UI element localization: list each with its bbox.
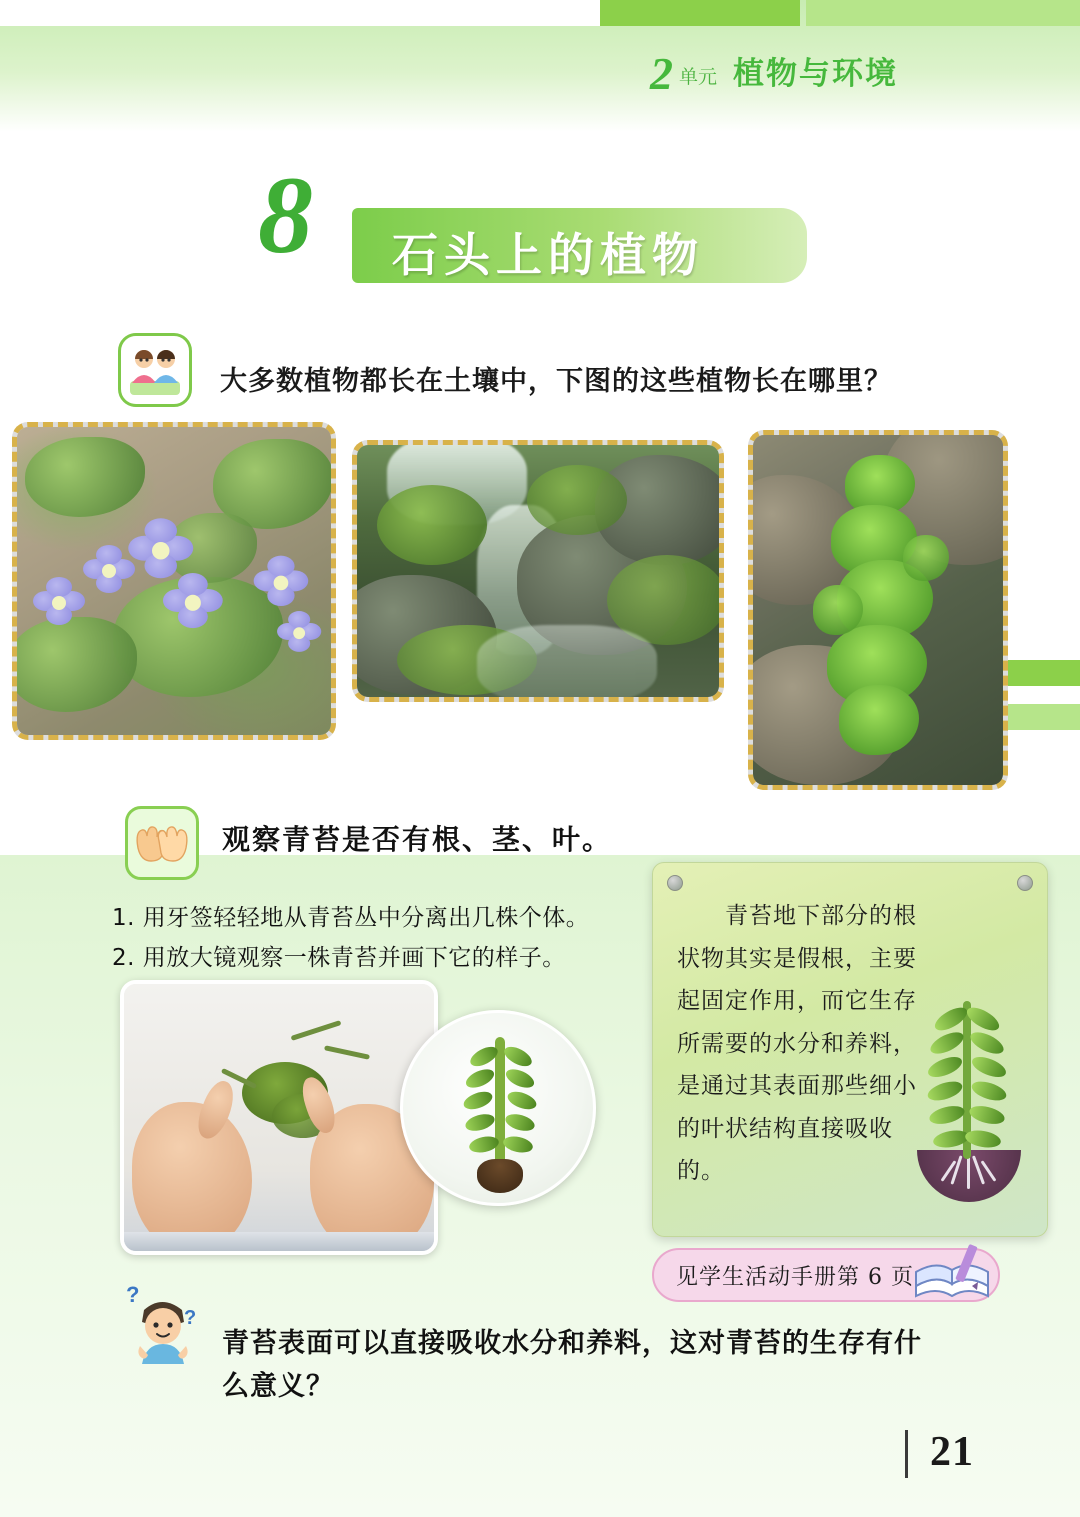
- question-text-2: 青苔表面可以直接吸收水分和养料，这对青苔的生存有什么意义？: [222, 1328, 922, 1403]
- photo-hands-separating-moss: [120, 980, 438, 1255]
- lesson-number: 8: [258, 154, 313, 276]
- photo-mossy-stream-rocks: [352, 440, 724, 702]
- handbook-reference: [652, 1248, 1000, 1302]
- unit-word: 单元: [679, 67, 718, 88]
- page-number: 21: [930, 1429, 974, 1475]
- step-item-2: 2. 用放大镜观察一株青苔并画下它的样子。: [112, 945, 566, 972]
- svg-text:?: ?: [184, 1307, 197, 1329]
- steps-list: [112, 898, 642, 979]
- top-white-notch: [0, 0, 600, 26]
- info-card-text: 青苔地下部分的根状物其实是假根，主要起固定作用，而它生存所需要的水分和养料，是通过其表面那些细小的叶状结构直接吸收的。: [677, 903, 917, 1185]
- moss-structure-diagram: [903, 993, 1031, 1208]
- instruction-text-1: 观察青苔是否有根、茎、叶。: [222, 823, 613, 856]
- top-accent-bar-dark: [600, 0, 800, 26]
- screw-icon-left: [667, 875, 683, 891]
- photo-plant-on-stone: [748, 430, 1008, 790]
- unit-number: 2: [650, 47, 673, 99]
- question-text-1: 大多数植物都长在土壤中，下图的这些植物长在哪里？: [220, 366, 892, 397]
- handbook-text: 见学生活动手册第 6 页: [676, 1264, 914, 1290]
- step-item-1: 1. 用牙签轻轻地从青苔丛中分离出几株个体。: [112, 905, 590, 931]
- screw-icon-right: [1017, 875, 1033, 891]
- top-accent-bar-light: [806, 0, 1080, 26]
- info-card: [652, 862, 1048, 1237]
- unit-title: 植物与环境: [733, 56, 899, 91]
- open-book-pencil-icon: [910, 1238, 994, 1310]
- thinking-kid-icon: [118, 1280, 208, 1370]
- photo-single-moss-magnified: [400, 1010, 596, 1206]
- unit-header: [650, 47, 899, 99]
- page-number-rule: [905, 1430, 908, 1478]
- photo-rock-flowers: [12, 422, 336, 740]
- two-hands-icon: [125, 806, 199, 880]
- lesson-title: 石头上的植物: [392, 230, 704, 281]
- two-kids-talking-icon: [118, 333, 192, 407]
- svg-text:?: ?: [126, 1282, 140, 1307]
